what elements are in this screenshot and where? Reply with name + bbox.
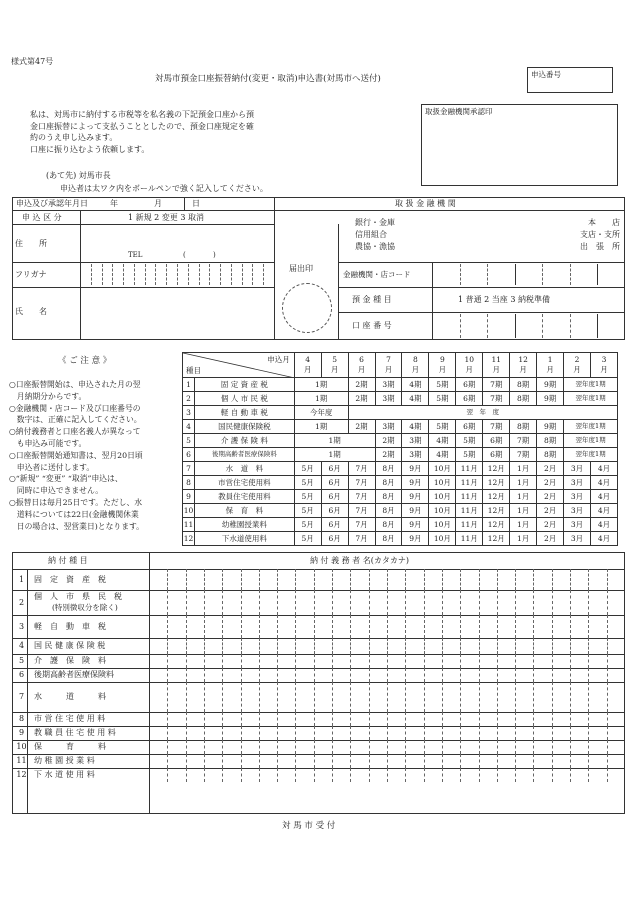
payer-row-number: 10 [16, 742, 27, 751]
payer-row-number: 7 [18, 692, 25, 701]
row-number: 11 [183, 518, 195, 532]
payer-row-number: 11 [16, 756, 27, 765]
schedule-cell: 11月 [456, 532, 483, 546]
schedule-cell: 6月 [321, 532, 348, 546]
schedule-cell: 5月 [294, 462, 321, 476]
month-header: 12 月 [510, 353, 537, 378]
payer-type-name: 市 営 住 宅 使 用 料 [34, 714, 106, 723]
tax-type-name: 下水道使用料 [194, 532, 294, 546]
intro-line: 約のうえ申し込みます。 [30, 133, 118, 142]
note-line: 月納期分からです。 [9, 391, 87, 401]
schedule-cell: 7月 [348, 462, 375, 476]
note-line: ○振替日は毎月25日です。ただし、水 [9, 497, 143, 507]
payer-type-name: 軽 自 動 車 税 [34, 621, 106, 631]
payer-name-input[interactable] [149, 682, 625, 712]
row-number: 10 [183, 504, 195, 518]
month-header: 7 月 [375, 353, 402, 378]
intro-text [30, 109, 330, 155]
payer-row-number: 6 [18, 670, 25, 679]
intro-line: 私は、対馬市に納付する市税等を私名義の下記預金口座から預 [30, 110, 254, 119]
schedule-cell: 6期 [456, 378, 483, 392]
schedule-cell: 翌年度1期 [564, 434, 618, 448]
instruction: 申込者は太ワク内をボールペンで強く記入してください。 [60, 184, 268, 193]
row-number: 3 [183, 406, 195, 420]
notes-heading: 《 ご 注 意 》 [58, 356, 112, 366]
date-label: 申込及び承認年月日 [16, 199, 88, 208]
name-input[interactable] [82, 289, 272, 337]
schedule-cell: 8月 [375, 476, 402, 490]
payer-name-header: 納 付 義 務 者 名(カタカナ) [310, 556, 409, 565]
payer-row [12, 615, 625, 638]
schedule-cell: 8期 [537, 434, 564, 448]
schedule-cell: 3期 [402, 448, 429, 462]
schedule-cell: 1月 [510, 476, 537, 490]
schedule-cell: 4期 [402, 420, 429, 434]
schedule-cell: 1月 [510, 490, 537, 504]
schedule-cell: 12月 [483, 504, 510, 518]
payer-type-name: 個 人 市 県 民 税 [34, 592, 122, 601]
payer-type-name: 保 育 料 [34, 742, 106, 751]
schedule-cell: 11月 [456, 504, 483, 518]
payer-name-input[interactable] [149, 615, 625, 638]
tax-type-name: 幼稚園授業料 [194, 518, 294, 532]
note-line: 申込者に送付します。 [9, 462, 95, 472]
schedule-cell: 6期 [483, 448, 510, 462]
schedule-corner [183, 353, 295, 378]
tel-paren-open: ( [183, 251, 186, 259]
schedule-cell: 1月 [510, 532, 537, 546]
schedule-cell: 5期 [429, 378, 456, 392]
tax-type-name: 市営住宅使用料 [194, 476, 294, 490]
row-number: 1 [183, 378, 195, 392]
payer-row [12, 682, 625, 712]
schedule-cell: 7期 [483, 420, 510, 434]
type-label: 申 込 区 分 [22, 213, 62, 222]
schedule-row [183, 434, 618, 448]
month-header: 6 月 [348, 353, 375, 378]
bank-code-label: 金融機関・店コード [343, 270, 411, 279]
row-number: 4 [183, 420, 195, 434]
schedule-cell: 11月 [456, 476, 483, 490]
schedule-cell: 10月 [429, 532, 456, 546]
month-header: 9 月 [429, 353, 456, 378]
schedule-cell: 6月 [321, 490, 348, 504]
payer-name-input[interactable] [149, 754, 625, 768]
schedule-cell: 1月 [510, 518, 537, 532]
schedule-cell: 2月 [537, 462, 564, 476]
payer-row-number: 5 [18, 656, 25, 665]
schedule-cell: 翌年度1期 [564, 420, 618, 434]
account-number-input[interactable] [432, 312, 625, 340]
schedule-cell: 1期 [294, 392, 348, 406]
schedule-cell: 8期 [510, 392, 537, 406]
payer-name-input[interactable] [149, 740, 625, 754]
schedule-cell: 8月 [375, 518, 402, 532]
tax-type-name: 個 人 市 民 税 [194, 392, 294, 406]
schedule-cell: 11月 [456, 462, 483, 476]
intro-line: 金口座振替によって支払うこととしたので、預金口座規定を確 [30, 121, 254, 131]
schedule-cell: 4月 [591, 462, 618, 476]
payer-row-number: 9 [18, 728, 25, 737]
schedule-cell: 2月 [537, 490, 564, 504]
row-number: 7 [183, 462, 195, 476]
schedule-cell: 8期 [537, 448, 564, 462]
schedule-cell: 翌年度1期 [564, 378, 618, 392]
furigana-label: フリガナ [15, 270, 47, 279]
note-line: ○口座振替開始通知書は、翌月20日頃 [9, 450, 143, 460]
payer-row [12, 668, 625, 682]
row-number: 2 [183, 392, 195, 406]
month-header: 5 月 [321, 353, 348, 378]
schedule-cell: 4期 [402, 378, 429, 392]
schedule-table [182, 352, 618, 546]
note-line: 数字は、正確に記入してください。 [9, 415, 142, 425]
row-number: 6 [183, 448, 195, 462]
schedule-cell: 5月 [294, 490, 321, 504]
seal-circle[interactable] [282, 283, 332, 333]
payer-type-subtitle: (特別徴収分を除く) [52, 603, 118, 612]
schedule-cell: 3月 [564, 490, 591, 504]
tax-type-name: 固 定 資 産 税 [194, 378, 294, 392]
schedule-cell: 9期 [537, 392, 564, 406]
schedule-cell: 8月 [375, 532, 402, 546]
schedule-cell: 9月 [402, 532, 429, 546]
type-options[interactable]: 1 新規 2 変更 3 取消 [128, 213, 204, 222]
address-label: 住 所 [15, 239, 47, 248]
note-line: 同時に申込できません。 [9, 486, 104, 496]
schedule-cell: 5期 [456, 448, 483, 462]
schedule-cell: 7月 [348, 476, 375, 490]
note-line: ○納付義務者と口座名義人が異なって [9, 427, 141, 437]
bank-type: 銀行・金庫 [355, 218, 395, 227]
seal-label: 届出印 [289, 264, 313, 273]
schedule-cell: 1月 [510, 504, 537, 518]
schedule-cell: 6期 [456, 392, 483, 406]
payer-row-number: 12 [16, 770, 27, 779]
payer-row-number: 1 [18, 574, 25, 584]
schedule-cell: 5期 [456, 434, 483, 448]
deposit-type-options[interactable]: 1 普通 2 当座 3 納税準備 [458, 295, 550, 304]
schedule-row [183, 462, 618, 476]
schedule-cell: 9月 [402, 476, 429, 490]
schedule-cell: 1期 [294, 448, 375, 462]
schedule-cell: 1期 [294, 434, 375, 448]
row-number: 9 [183, 490, 195, 504]
schedule-cell: 2期 [348, 392, 375, 406]
bank-type: 信用組合 [355, 230, 387, 239]
month-header: 2 月 [564, 353, 591, 378]
month-header: 4 月 [294, 353, 321, 378]
payer-name-input[interactable] [149, 638, 625, 654]
payer-name-input[interactable] [149, 569, 625, 590]
account-label: 口 座 番 号 [352, 321, 392, 330]
schedule-cell: 12月 [483, 462, 510, 476]
schedule-cell: 1月 [510, 462, 537, 476]
schedule-cell: 7月 [348, 518, 375, 532]
schedule-cell: 9月 [402, 504, 429, 518]
schedule-cell: 5月 [294, 532, 321, 546]
payer-row [12, 726, 625, 740]
payer-type-name: 下 水 道 使 用 料 [34, 770, 95, 779]
name-label: 氏 名 [15, 307, 47, 316]
tax-type-name: 介 護 保 険 料 [194, 434, 294, 448]
payer-name-input[interactable] [149, 654, 625, 668]
payer-type-name: 後期高齢者医療保険料 [34, 670, 114, 679]
schedule-row [183, 448, 618, 462]
schedule-cell: 9月 [402, 490, 429, 504]
note-line: 道料については22日(金融機関休業 [9, 509, 139, 519]
schedule-cell: 2月 [537, 504, 564, 518]
schedule-cell: 6月 [321, 518, 348, 532]
note-line: ○“新規” “変更” “取消”申込は、 [9, 474, 123, 484]
schedule-cell: 6月 [321, 504, 348, 518]
schedule-cell: 11月 [456, 518, 483, 532]
payer-name-input[interactable] [149, 668, 625, 682]
schedule-row [183, 532, 618, 546]
schedule-cell: 12月 [483, 476, 510, 490]
schedule-cell: 9期 [537, 420, 564, 434]
schedule-cell: 2月 [537, 532, 564, 546]
tax-type-name: 保 育 料 [194, 504, 294, 518]
schedule-cell: 3期 [402, 434, 429, 448]
payer-row [12, 654, 625, 668]
schedule-cell: 5期 [429, 420, 456, 434]
row-number: 8 [183, 476, 195, 490]
note-line: も申込み可能です。 [9, 438, 87, 448]
footer-received: 対 馬 市 受 付 [282, 821, 336, 831]
month-header: 10 月 [456, 353, 483, 378]
intro-line: 口座に振り込むよう依頼します。 [30, 144, 150, 154]
schedule-row [183, 392, 618, 406]
schedule-cell: 4月 [591, 476, 618, 490]
schedule-cell: 4期 [429, 434, 456, 448]
schedule-cell: 9期 [537, 378, 564, 392]
schedule-cell: 1期 [294, 420, 348, 434]
schedule-cell: 2期 [348, 420, 375, 434]
corner-bottom-label: 種目 [186, 365, 201, 375]
schedule-cell: 5期 [429, 392, 456, 406]
schedule-row [183, 476, 618, 490]
schedule-cell: 3期 [375, 392, 402, 406]
schedule-cell: 9月 [402, 462, 429, 476]
schedule-cell: 5月 [294, 476, 321, 490]
schedule-cell: 8期 [510, 378, 537, 392]
tel-paren-close: ) [213, 251, 216, 259]
schedule-cell: 7期 [483, 378, 510, 392]
schedule-cell: 2期 [375, 448, 402, 462]
schedule-cell: 2月 [537, 476, 564, 490]
schedule-cell: 8月 [375, 490, 402, 504]
schedule-cell: 6月 [321, 476, 348, 490]
payer-name-input[interactable] [149, 768, 625, 782]
addressee: (あて先) 対馬市長 [46, 171, 111, 180]
schedule-cell: 10月 [429, 476, 456, 490]
schedule-cell: 7月 [348, 490, 375, 504]
payer-type-header: 納 付 種 目 [48, 556, 88, 565]
form-title: 対馬市預金口座振替納付(変更・取消)申込書(対馬市へ送付) [155, 74, 381, 84]
schedule-cell: 4期 [402, 392, 429, 406]
payer-row [12, 768, 625, 782]
form-number: 様式第47号 [11, 57, 54, 66]
tax-type-name: 水 道 料 [194, 462, 294, 476]
schedule-cell: 3月 [564, 476, 591, 490]
month-header: 3 月 [591, 353, 618, 378]
bank-type: 農協・漁協 [355, 242, 395, 251]
schedule-cell: 6期 [483, 434, 510, 448]
payer-type-name: 介 護 保 険 料 [34, 656, 106, 665]
row-number: 12 [183, 532, 195, 546]
bank-header: 取 扱 金 融 機 関 [395, 199, 456, 208]
schedule-cell: 3期 [375, 420, 402, 434]
year-label: 年 [110, 199, 118, 208]
schedule-cell: 10月 [429, 504, 456, 518]
payer-row [12, 740, 625, 754]
address-input[interactable] [82, 226, 272, 248]
schedule-cell: 3月 [564, 462, 591, 476]
schedule-cell: 5月 [294, 518, 321, 532]
payer-type-name: 固 定 資 産 税 [34, 574, 106, 584]
schedule-cell: 6期 [456, 420, 483, 434]
bank-code-input[interactable] [432, 262, 625, 287]
schedule-cell: 翌 年 度 [348, 406, 617, 420]
schedule-cell: 12月 [483, 532, 510, 546]
schedule-row [183, 378, 618, 392]
month-header: 1 月 [537, 353, 564, 378]
deposit-type-label: 預 金 種 目 [352, 295, 392, 304]
schedule-row [183, 504, 618, 518]
payer-row [12, 590, 625, 615]
schedule-cell: 12月 [483, 490, 510, 504]
payer-name-input[interactable] [149, 726, 625, 740]
row-number: 5 [183, 434, 195, 448]
schedule-row [183, 420, 618, 434]
schedule-cell: 3月 [564, 532, 591, 546]
schedule-cell: 2期 [348, 378, 375, 392]
schedule-cell: 2期 [375, 434, 402, 448]
tax-type-name: 軽 自 動 車 税 [194, 406, 294, 420]
schedule-cell: 8月 [375, 462, 402, 476]
month-header: 8 月 [402, 353, 429, 378]
schedule-cell: 5月 [294, 504, 321, 518]
schedule-cell: 4月 [591, 504, 618, 518]
month-header: 11 月 [483, 353, 510, 378]
schedule-row [183, 518, 618, 532]
schedule-cell: 7期 [510, 448, 537, 462]
schedule-cell: 8期 [510, 420, 537, 434]
tax-type-name: 国民健康保険税 [194, 420, 294, 434]
schedule-cell: 10月 [429, 518, 456, 532]
payer-row [12, 569, 625, 590]
payer-type-name: 教 職 員 住 宅 使 用 料 [34, 728, 116, 737]
payer-type-name: 水 道 料 [34, 692, 106, 701]
schedule-cell: 7期 [483, 392, 510, 406]
payer-row-number: 2 [18, 597, 25, 607]
tax-type-name: 後期高齢者医療保険料 [194, 448, 294, 462]
schedule-cell: 6月 [321, 462, 348, 476]
schedule-cell: 4月 [591, 532, 618, 546]
schedule-cell: 7月 [348, 532, 375, 546]
schedule-cell: 7月 [348, 504, 375, 518]
bank-approval-label: 取扱金融機関承認印 [425, 107, 493, 116]
note-line: 日の場合は、翌営業日)となります。 [9, 521, 144, 531]
schedule-cell: 7期 [510, 434, 537, 448]
payer-row-number: 3 [18, 621, 25, 631]
branch-type: 支店・支所 [580, 230, 620, 239]
schedule-cell: 9月 [402, 518, 429, 532]
schedule-cell: 8月 [375, 504, 402, 518]
schedule-cell: 10月 [429, 490, 456, 504]
schedule-cell: 3月 [564, 504, 591, 518]
payer-type-name: 国 民 健 康 保 険 税 [34, 641, 106, 650]
schedule-cell: 1期 [294, 378, 348, 392]
corner-top-label: 申込月 [267, 355, 290, 364]
schedule-cell: 3月 [564, 518, 591, 532]
tax-type-name: 教員住宅使用料 [194, 490, 294, 504]
payer-row [12, 754, 625, 768]
schedule-cell: 翌年度1期 [564, 392, 618, 406]
schedule-cell: 3期 [375, 378, 402, 392]
payer-row-number: 4 [18, 641, 25, 650]
payer-type-name: 幼 稚 園 授 業 料 [34, 756, 95, 765]
note-line: ○金融機関・店コード及び口座番号の [9, 403, 141, 413]
application-number-label: 申込番号 [531, 70, 561, 79]
schedule-cell: 今年度 [294, 406, 348, 420]
schedule-cell: 10月 [429, 462, 456, 476]
note-line: ○口座振替開始は、申込された月の翌 [9, 380, 141, 389]
payer-row [12, 712, 625, 726]
notes-list [9, 379, 181, 532]
schedule-cell: 4期 [429, 448, 456, 462]
schedule-cell: 4月 [591, 490, 618, 504]
payer-name-input[interactable] [149, 712, 625, 726]
schedule-cell: 4月 [591, 518, 618, 532]
schedule-cell: 2月 [537, 518, 564, 532]
bank-approval-box [421, 104, 618, 186]
bank-types-right [560, 217, 620, 253]
schedule-cell: 11月 [456, 490, 483, 504]
branch-type: 本 店 [588, 218, 620, 227]
schedule-cell: 翌年度1期 [564, 448, 618, 462]
schedule-row [183, 406, 618, 420]
payer-row [12, 638, 625, 654]
schedule-cell: 12月 [483, 518, 510, 532]
schedule-row [183, 490, 618, 504]
payer-row-number: 8 [18, 714, 25, 723]
bank-types-left [355, 217, 395, 253]
branch-type: 出 張 所 [580, 242, 620, 251]
day-label: 日 [192, 199, 200, 208]
tel-label: TEL [128, 251, 143, 259]
date-input[interactable] [100, 198, 150, 209]
application-number-box[interactable] [527, 67, 613, 93]
month-label: 月 [154, 199, 162, 208]
payer-name-input[interactable] [149, 590, 625, 615]
furigana-input[interactable] [80, 262, 274, 287]
